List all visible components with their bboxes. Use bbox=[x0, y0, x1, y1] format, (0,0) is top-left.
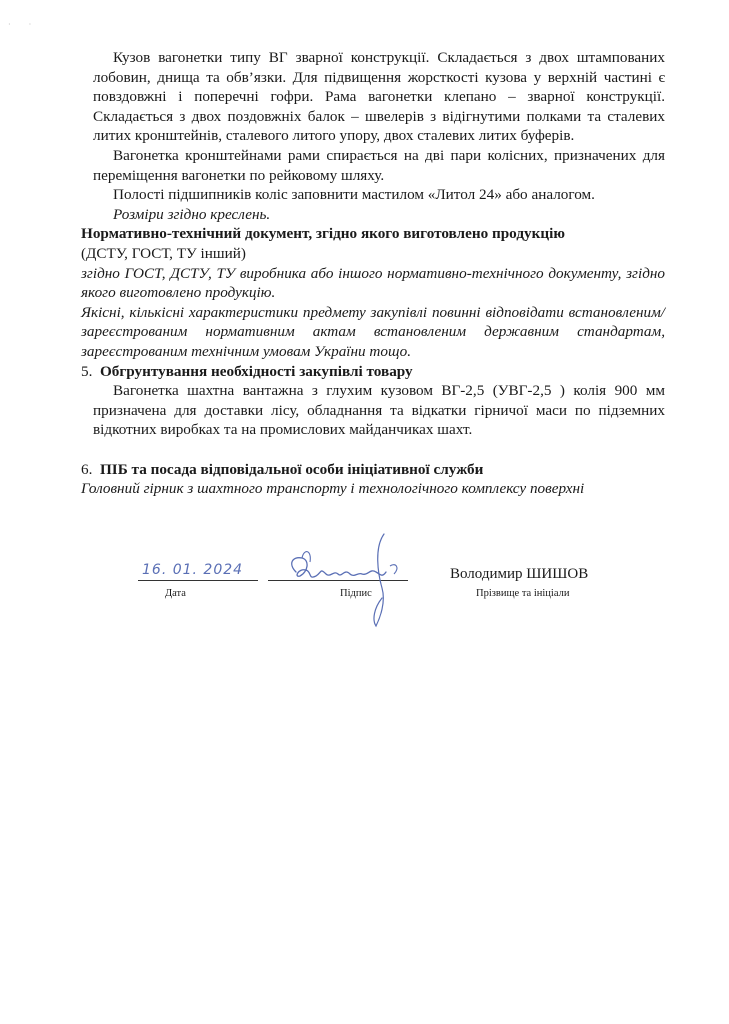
normative-heading bbox=[81, 224, 665, 244]
section-5-title: Обгрунтування необхідності закупівлі товару bbox=[99, 362, 413, 380]
section-6-title: ПІБ та посада відповідальної особи ініціативної служби bbox=[99, 460, 484, 478]
section-5-number: 5. bbox=[81, 362, 93, 380]
caption-signature: Підпис bbox=[340, 588, 372, 599]
section-6-heading bbox=[81, 460, 665, 480]
paragraph-wheel-support: Вагонетка кронштейнами рами спирається на дві пари колісних, призначених для переміщення вагонетки по рейковому шляху. bbox=[93, 146, 665, 184]
section-5-text: Вагонетка шахтна вантажна з глухим кузовом ВГ-2,5 (УВГ-2,5 ) колія 900 мм призначена для доставки лісу, обладнання та відкатки гірничої маси по підземних відкотних виробках та на промислових майданчиках шахт. bbox=[93, 382, 665, 439]
paragraph-lubrication: Полості підшипників коліс заповнити мастилом «Литол 24» або аналогом. bbox=[113, 186, 595, 204]
normative-heading-suffix: (ДСТУ, ГОСТ, ТУ інший) bbox=[81, 244, 246, 262]
handwritten-signature bbox=[278, 528, 408, 628]
document-body bbox=[81, 48, 665, 499]
scan-corner-mark: · · bbox=[8, 20, 40, 29]
section-5-heading bbox=[81, 362, 665, 382]
paragraph-body-description: Кузов вагонетки типу ВГ зварної конструкції. Складається з двох штампованих лобовин, днища та обв’язки. Для підвищення жорсткості кузова у верхній частині є повздовжні і поперечні гофри. Рама вагонетки клепано – зварної конструкції. Складається з двох поздовжніх балок – швелерів з відігнутими полками та сталевих литих кронштейнів, сталевого литого упору, двох сталевих литих буферів. bbox=[93, 49, 665, 145]
date-line bbox=[138, 580, 258, 581]
caption-name: Прізвище та ініціали bbox=[476, 588, 570, 599]
normative-line-standards: згідно ГОСТ, ДСТУ, ТУ виробника або іншого нормативно-технічного документу, згідно якого виготовлено продукцію. bbox=[81, 264, 665, 302]
signer-name: Володимир ШИШОВ bbox=[450, 566, 589, 582]
section-6-number: 6. bbox=[81, 460, 93, 478]
section-6-position: Головний гірник з шахтного транспорту і технологічного комплексу поверхні bbox=[81, 480, 585, 498]
normative-heading-text: Нормативно-технічний документ, згідно якого виготовлено продукцію bbox=[81, 225, 565, 243]
signed-date: 16. 01. 2024 bbox=[142, 562, 244, 578]
normative-line-characteristics: Якісні, кількісні характеристики предмету закупівлі повинні відповідати встановленим/зареєстрованим нормативним актам встановленим державним стандартам, зареєстрованим технічним умовам України тощо. bbox=[81, 303, 665, 360]
paragraph-dimensions: Розміри згідно креслень. bbox=[113, 205, 271, 223]
spacer bbox=[93, 440, 665, 460]
caption-date: Дата bbox=[165, 588, 186, 599]
signature-block bbox=[138, 560, 618, 640]
